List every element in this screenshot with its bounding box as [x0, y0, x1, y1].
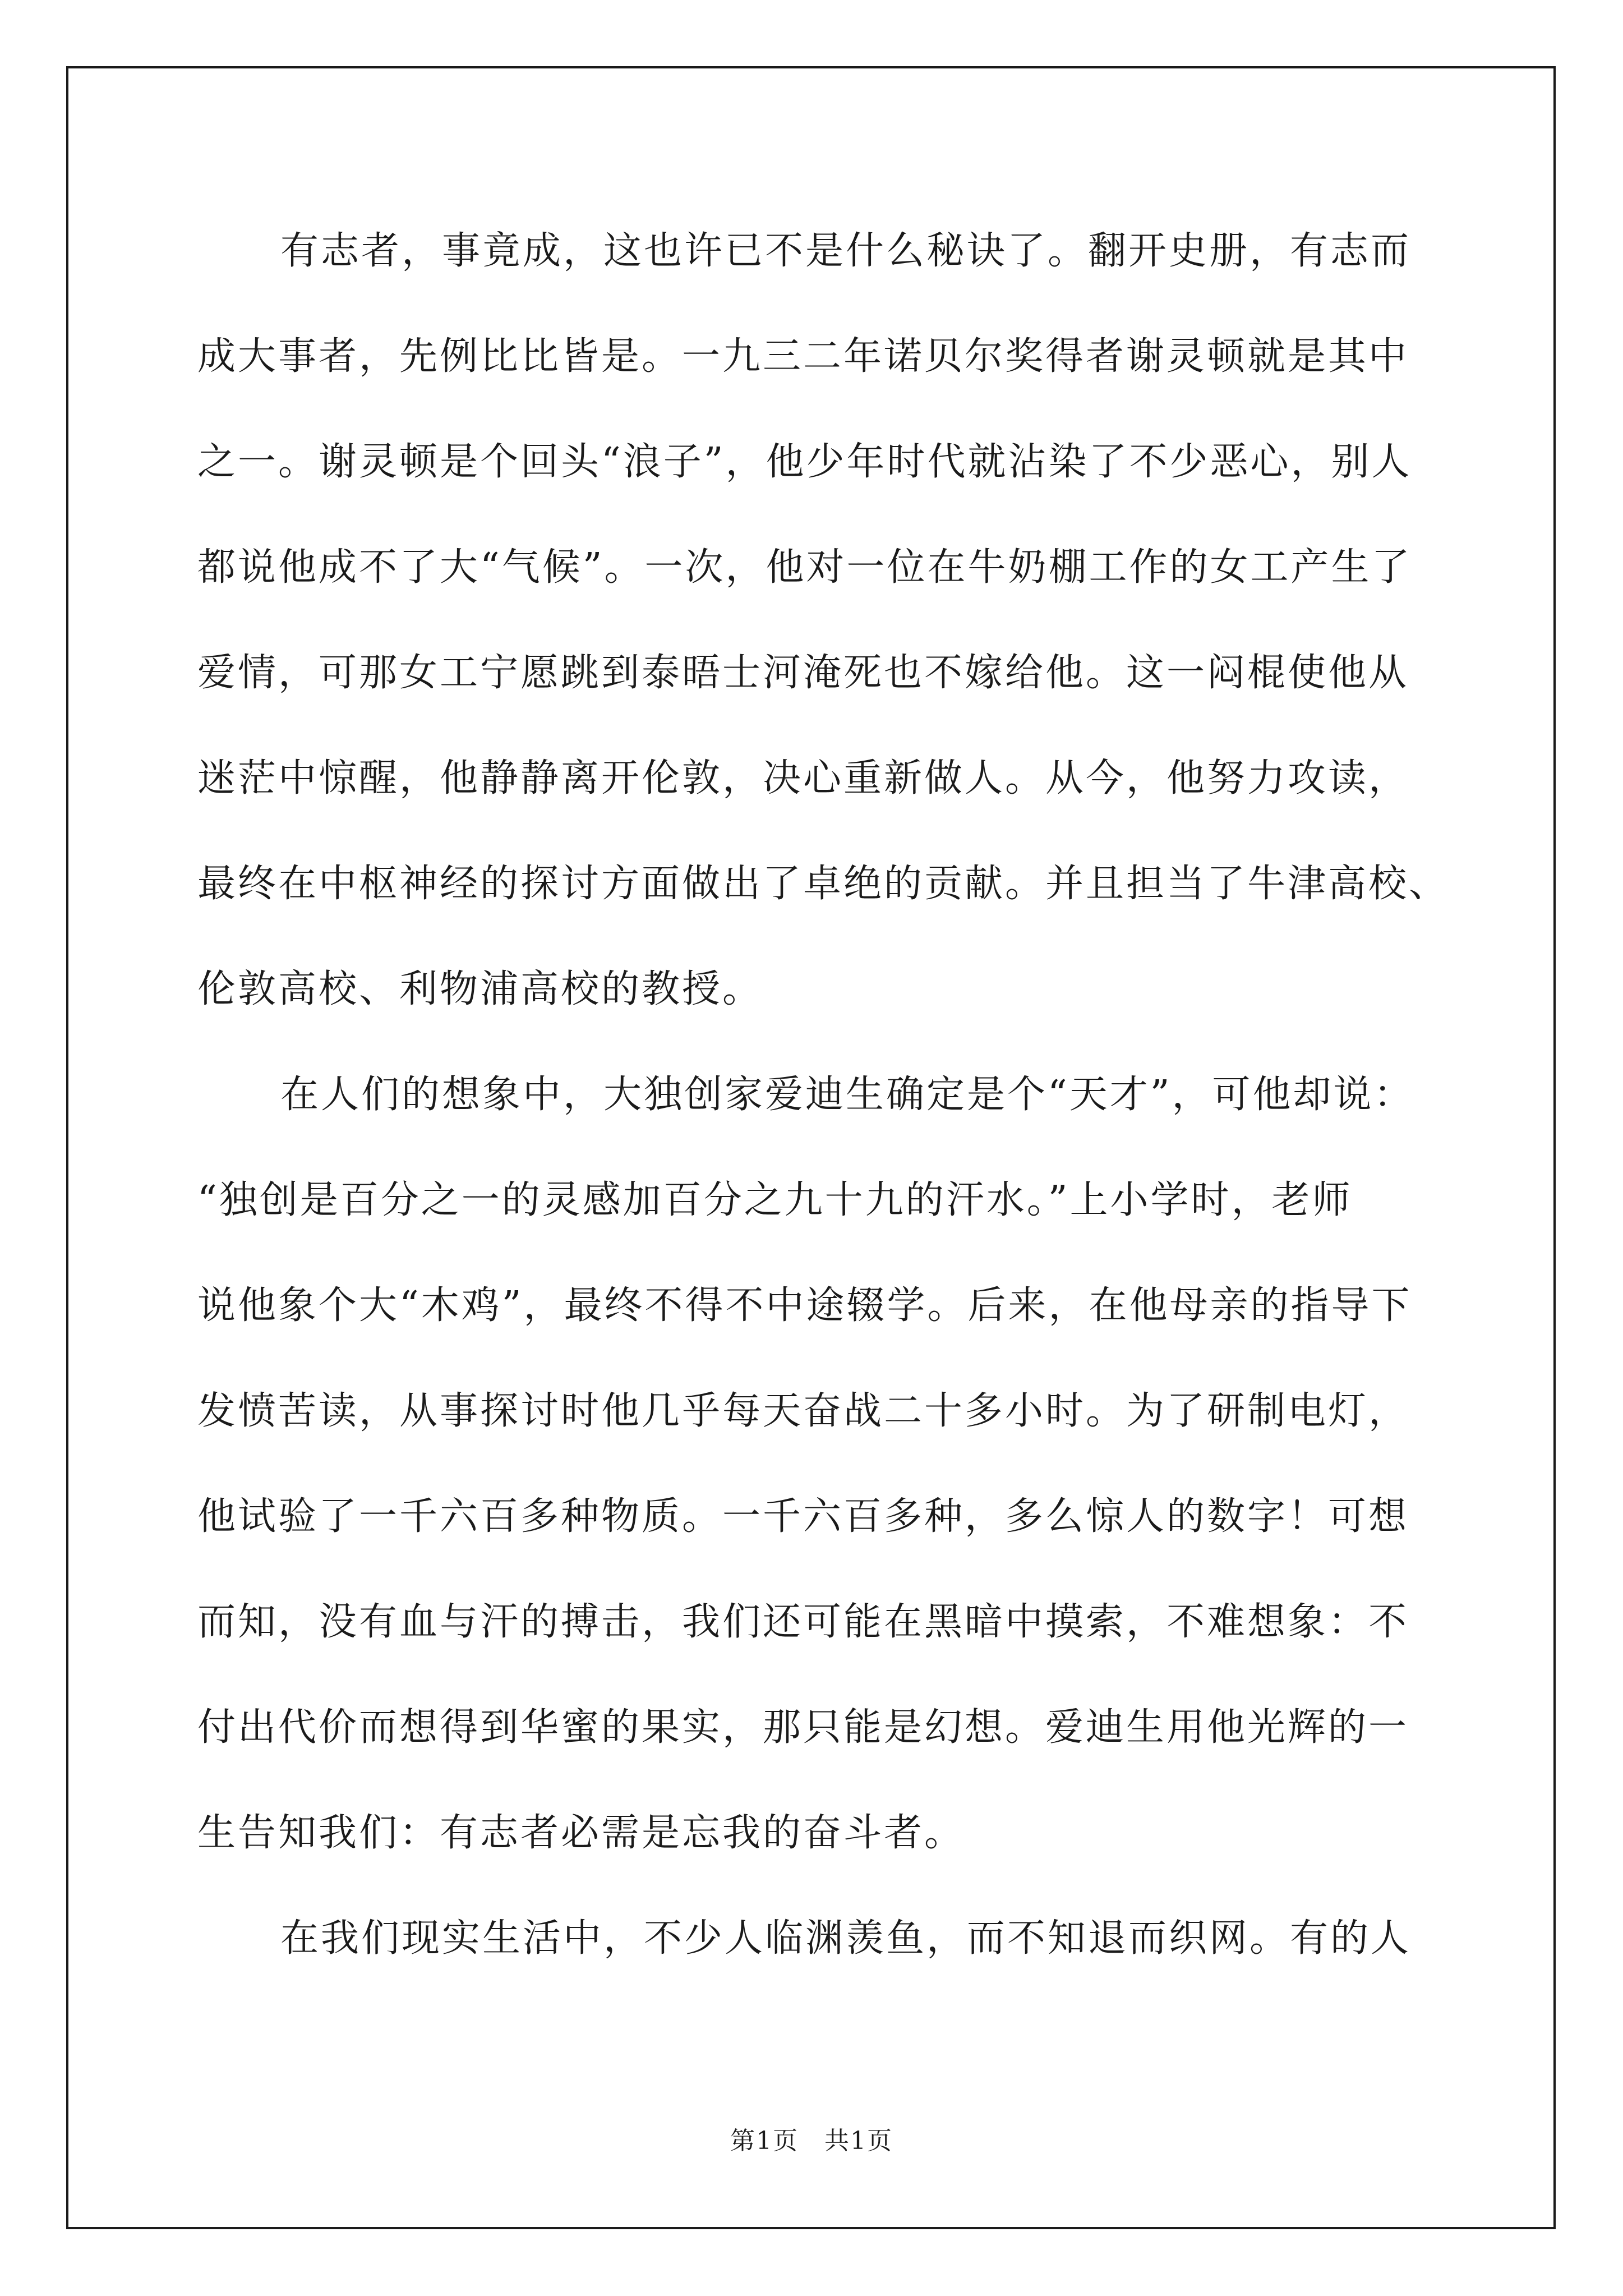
paragraph-3	[197, 1899, 1431, 2005]
paragraph-1	[197, 212, 1450, 1056]
text-line: 迷茫中惊醒，他静静离开伦敦，决心重新做人。从今，他努力攻读，	[197, 756, 1409, 800]
text-line: 在我们现实生活中，不少人临渊羡鱼，而不知退而织网。有的人	[280, 1916, 1412, 1961]
text-line: 伦敦高校、利物浦高校的教授。	[197, 967, 763, 1011]
text-line: “独创是百分之一的灵感加百分之九十九的汗水。”上小学时，老师	[197, 1178, 1353, 1222]
text-line: 在人们的想象中，大独创家爱迪生确定是个“天才”，可他却说：	[280, 1073, 1414, 1117]
text-line: 发愤苦读，从事探讨时他几乎每天奋战二十多小时。为了研制电灯，	[197, 1389, 1409, 1433]
text-line: 有志者，事竟成，这也许已不是什么秘诀了。翻开史册，有志而	[280, 229, 1412, 273]
text-line: 而知，没有血与汗的搏击，我们还可能在黑暗中摸索，不难想象：不	[197, 1600, 1409, 1644]
page-footer	[0, 2120, 1623, 2156]
text-line: 说他象个大“木鸡”，最终不得不中途辍学。后来，在他母亲的指导下	[197, 1283, 1412, 1328]
document-body	[197, 212, 1450, 2005]
text-line: 都说他成不了大“气候”。一次，他对一位在牛奶棚工作的女工产生了	[197, 545, 1412, 590]
text-line: 爱情，可那女工宁愿跳到泰晤士河淹死也不嫁给他。这一闷棍使他从	[197, 651, 1409, 695]
text-line: 生告知我们：有志者必需是忘我的奋斗者。	[197, 1811, 965, 1855]
text-line: 最终在中枢神经的探讨方面做出了卓绝的贡献。并且担当了牛津高校、	[197, 862, 1450, 906]
text-line: 他试验了一千六百多种物质。一千六百多种，多么惊人的数字！可想	[197, 1494, 1409, 1539]
paragraph-2	[197, 1056, 1431, 1899]
text-line: 付出代价而想得到华蜜的果实，那只能是幻想。爱迪生用他光辉的一	[197, 1705, 1409, 1750]
page-number: 第1页 共1页	[730, 2127, 893, 2155]
text-line: 成大事者，先例比比皆是。一九三二年诺贝尔奖得者谢灵顿就是其中	[197, 334, 1409, 379]
text-line: 之一。谢灵顿是个回头“浪子”，他少年时代就沾染了不少恶心，别人	[197, 440, 1412, 484]
